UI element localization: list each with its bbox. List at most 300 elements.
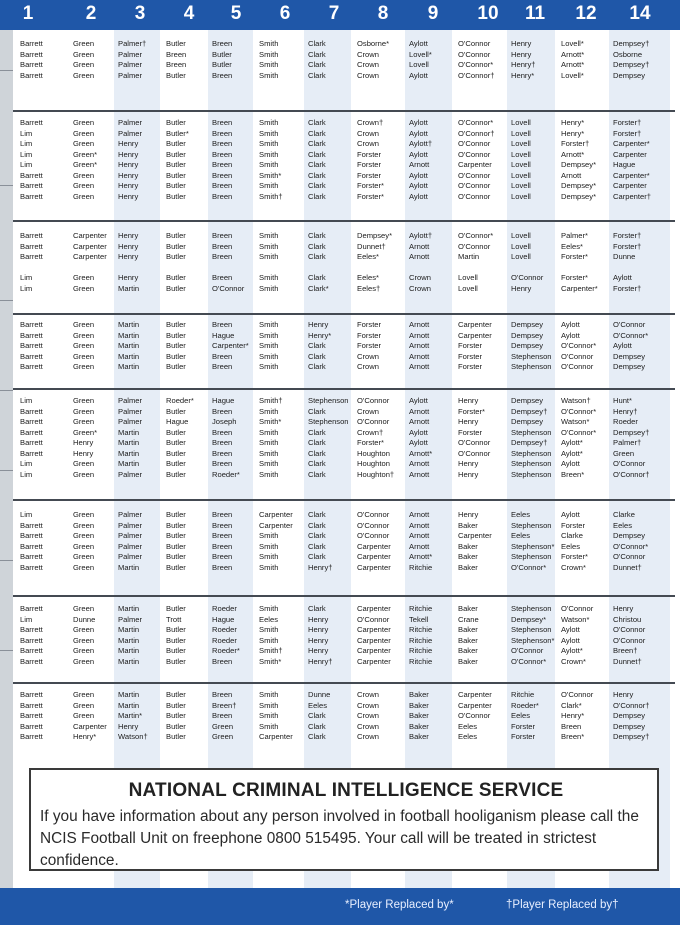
player-name-cell: Dunnet†	[613, 562, 642, 572]
player-name-cell: Carpenter	[458, 531, 492, 540]
player-name-cell: Palmer	[118, 118, 143, 127]
player-name-cell: Smith†	[259, 191, 283, 201]
player-name-cell: Henry*	[561, 711, 585, 720]
player-name-cell: Palmer	[118, 417, 143, 426]
player-name-cell: O'Connor	[613, 552, 646, 561]
player-name-cell: Baker	[458, 520, 478, 530]
player-name-cell: Smith	[259, 139, 279, 148]
player-name-cell: Smith	[259, 711, 279, 720]
player-name-cell: Breen	[212, 362, 233, 371]
player-name-cell: Butler	[166, 646, 186, 655]
player-name-cell: Forster*	[357, 181, 385, 190]
column-number: 8	[377, 3, 389, 24]
player-name-cell: Barrett	[20, 118, 43, 127]
player-name-cell: Clark	[308, 149, 326, 159]
player-name-cell: Clark	[308, 170, 326, 180]
player-name-cell: Clark*	[561, 700, 582, 710]
player-name-cell: Barrett	[20, 241, 43, 251]
player-name-cell: Barrett	[20, 520, 43, 530]
player-name-cell: Carpenter	[357, 646, 391, 655]
player-name-cell: Green*	[73, 149, 98, 159]
player-name-cell: Carpenter	[73, 252, 107, 261]
player-name-cell: Martin	[118, 562, 140, 572]
player-name-cell: Palmer	[118, 531, 143, 540]
legend-dagger: †Player Replaced by†	[506, 899, 619, 911]
player-name-cell: Henry	[308, 625, 329, 634]
player-name-cell: Smith	[259, 181, 279, 190]
player-name-cell: Forster	[357, 330, 382, 340]
player-name-cell: Carpenter	[357, 656, 391, 666]
player-name-cell: Eeles	[511, 531, 530, 540]
player-name-cell: Breen	[212, 149, 233, 159]
player-name-cell: Arnott	[409, 406, 430, 416]
player-name-cell: Aylott*	[561, 448, 583, 458]
player-name-cell: Dempsey†	[613, 39, 650, 48]
player-name-cell: Hague	[166, 417, 189, 426]
player-name-cell: Breen	[166, 49, 187, 59]
player-name-cell: Clark	[308, 427, 326, 437]
player-name-cell: Green	[73, 552, 95, 561]
player-name-cell: Hague	[613, 160, 636, 169]
player-name-cell: Dunnet†	[357, 241, 386, 251]
player-name-cell: Clark	[308, 118, 326, 127]
player-name-cell: Butler	[166, 231, 186, 240]
player-name-cell: Breen	[212, 562, 233, 572]
player-name-cell: Butler	[166, 625, 186, 634]
player-name-cell: Forster	[357, 170, 382, 180]
player-name-cell: Stephenson	[511, 351, 552, 361]
player-name-cell: Clark	[308, 39, 326, 48]
player-name-cell: Barrett	[20, 231, 43, 240]
player-name-cell: Forster*	[561, 552, 589, 561]
player-name-cell: Forster*	[561, 252, 589, 261]
player-name-cell: Lim	[20, 510, 33, 519]
player-name-cell: Stephenson*	[511, 635, 555, 645]
player-name-cell: Martin	[118, 656, 140, 666]
player-name-cell: Arnott*	[561, 60, 585, 69]
player-name-cell: Henry	[458, 510, 479, 519]
player-name-cell: Stephenson	[511, 604, 552, 613]
player-name-cell: Green	[212, 732, 234, 741]
player-name-cell: Breen	[212, 160, 233, 169]
player-name-cell: Henry	[118, 139, 139, 148]
player-name-cell: Lovell	[511, 170, 531, 180]
player-name-cell: O'Connor	[458, 438, 491, 447]
player-name-cell: O'Connor	[458, 149, 491, 159]
player-name-cell: Green	[73, 635, 95, 645]
player-name-cell: Butler	[166, 690, 186, 699]
player-name-cell: Green	[613, 448, 635, 458]
player-name-cell: Smith*	[259, 170, 282, 180]
player-name-cell: O'Connor*	[561, 406, 597, 416]
player-name-cell: Green	[73, 646, 95, 655]
player-name-cell: Crown	[357, 362, 379, 371]
player-name-cell: Barrett	[20, 406, 43, 416]
player-name-cell: Crown	[357, 70, 379, 80]
player-name-cell: Clark	[308, 531, 326, 540]
player-name-cell: Carpenter	[458, 690, 492, 699]
player-name-cell: Dempsey*	[511, 614, 547, 624]
player-name-cell: Lovell	[511, 231, 531, 240]
player-name-cell: Dempsey	[613, 711, 646, 720]
legend-footer	[0, 888, 680, 925]
player-name-cell: Carpenter	[73, 241, 107, 251]
player-name-cell: Smith	[259, 273, 279, 282]
player-name-cell: O'Connor*	[458, 60, 494, 69]
player-name-cell: Barrett	[20, 552, 43, 561]
player-name-cell: Smith	[259, 459, 279, 468]
player-name-cell: Eeles*	[357, 252, 379, 261]
player-name-cell: O'Connor	[212, 283, 245, 293]
player-name-cell: Green	[73, 690, 95, 699]
player-name-cell: Aylott*	[561, 646, 583, 655]
player-name-cell: Arnott*	[561, 149, 585, 159]
player-name-cell: Henry	[118, 273, 139, 282]
player-name-cell: Henry*	[561, 128, 585, 138]
block-divider	[13, 499, 675, 501]
player-name-cell: Smith	[259, 721, 279, 731]
player-name-cell: Dunne	[308, 690, 331, 699]
player-name-cell: Palmer	[118, 406, 143, 416]
player-name-cell: Barrett	[20, 191, 43, 201]
player-name-cell: Lovell	[511, 160, 531, 169]
player-name-cell: Dunne	[613, 252, 636, 261]
player-name-cell: Clarke	[613, 510, 635, 519]
player-name-cell: Arnott	[409, 330, 430, 340]
column-number-header	[0, 0, 680, 30]
player-name-cell: Roeder	[212, 635, 237, 645]
player-name-cell: Lovell	[511, 191, 531, 201]
player-name-cell: Forster	[357, 149, 382, 159]
player-name-cell: Lovell	[511, 118, 531, 127]
player-name-cell: Palmer	[118, 510, 143, 519]
player-name-cell: Green	[73, 711, 95, 720]
player-name-cell: Butler	[166, 721, 186, 731]
player-name-cell: Green	[73, 60, 95, 69]
player-name-cell: Green	[73, 320, 95, 329]
player-name-cell: Dempsey	[511, 341, 544, 350]
edge-mark	[0, 560, 13, 561]
player-name-cell: Stephenson	[511, 469, 552, 479]
player-name-cell: Crown	[357, 732, 379, 741]
player-name-cell: Palmer	[118, 552, 143, 561]
player-name-cell: Butler	[166, 273, 186, 282]
player-name-cell: Palmer	[118, 396, 143, 405]
player-name-cell: Butler	[166, 700, 186, 710]
player-name-cell: Lovell*	[561, 70, 584, 80]
player-name-cell: Clark	[308, 60, 326, 69]
player-name-cell: Breen	[212, 252, 233, 261]
player-name-cell: Green	[73, 604, 95, 613]
player-name-cell: Dempsey	[511, 330, 544, 340]
player-name-cell: Barrett	[20, 362, 43, 371]
column-number: 1	[22, 3, 34, 24]
player-name-cell: Dempsey	[613, 721, 646, 731]
column-number: 4	[183, 3, 195, 24]
player-name-cell: Aylott	[409, 128, 428, 138]
player-name-cell: Green	[73, 39, 95, 48]
player-name-cell: Henry	[511, 283, 532, 293]
player-name-cell: Hague	[212, 396, 235, 405]
player-name-cell: O'Connor	[458, 241, 491, 251]
player-name-cell: Eeles	[259, 614, 278, 624]
player-name-cell: Aylott	[561, 510, 580, 519]
player-name-cell: Green	[73, 118, 95, 127]
player-name-cell: Smith	[259, 241, 279, 251]
player-name-cell: Carpenter	[613, 181, 647, 190]
player-name-cell: Henry	[118, 231, 139, 240]
player-name-cell: Butler	[166, 438, 186, 447]
player-name-cell: Henry	[118, 721, 139, 731]
player-name-cell: Dempsey	[613, 531, 646, 540]
player-name-cell: Butler*	[166, 128, 189, 138]
player-name-cell: Butler	[166, 732, 186, 741]
player-name-cell: Barrett	[20, 646, 43, 655]
player-name-cell: Henry†	[511, 60, 536, 69]
player-name-cell: Barrett	[20, 625, 43, 634]
player-name-cell: Lovell	[409, 60, 429, 69]
player-name-cell: O'Connor	[458, 49, 491, 59]
player-name-cell: Dempsey	[511, 396, 544, 405]
player-name-cell: Eeles	[511, 711, 530, 720]
player-name-cell: Carpenter*	[613, 170, 650, 180]
player-name-cell: Clark	[308, 128, 326, 138]
player-name-cell: Stephenson	[511, 552, 552, 561]
player-name-cell: Green	[73, 330, 95, 340]
player-name-cell: Arnott	[409, 241, 430, 251]
player-name-cell: Green	[73, 362, 95, 371]
player-name-cell: Crown	[357, 711, 379, 720]
player-name-cell: Smith	[259, 531, 279, 540]
player-name-cell: Stephenson	[308, 417, 349, 426]
player-name-cell: Crown	[357, 721, 379, 731]
player-name-cell: Lovell	[511, 241, 531, 251]
player-name-cell: Butler	[166, 139, 186, 148]
player-name-cell: Barrett	[20, 417, 43, 426]
player-name-cell: Smith	[259, 70, 279, 80]
player-name-cell: Breen	[212, 70, 233, 80]
player-name-cell: Butler	[166, 283, 186, 293]
player-name-cell: Smith	[259, 160, 279, 169]
player-name-cell: Butler	[166, 604, 186, 613]
player-name-cell: Aylott	[561, 330, 580, 340]
player-name-cell: Smith	[259, 362, 279, 371]
player-name-cell: Crown†	[357, 427, 384, 437]
player-name-cell: Carpenter	[458, 160, 492, 169]
player-name-cell: Forster†	[613, 231, 642, 240]
player-name-cell: Clark	[308, 191, 326, 201]
page-binding-edge	[0, 30, 13, 900]
player-name-cell: Green	[73, 283, 95, 293]
player-name-cell: Forster	[458, 351, 483, 361]
player-name-cell: Dempsey†	[511, 406, 548, 416]
player-name-cell: Clark	[308, 362, 326, 371]
player-name-cell: Barrett	[20, 181, 43, 190]
player-name-cell: Breen	[212, 191, 233, 201]
player-name-cell: Green	[73, 562, 95, 572]
player-name-cell: Clark	[308, 252, 326, 261]
player-name-cell: Martin	[118, 604, 140, 613]
player-name-cell: Breen	[212, 181, 233, 190]
player-name-cell: Crown*	[561, 656, 586, 666]
player-name-cell: Palmer†	[118, 39, 147, 48]
player-name-cell: Aylott	[409, 70, 428, 80]
player-name-cell: Dempsey*	[561, 181, 597, 190]
player-name-cell: Martin	[458, 252, 480, 261]
player-name-cell: Butler	[166, 427, 186, 437]
player-name-cell: Butler	[166, 351, 186, 361]
player-name-cell: Barrett	[20, 341, 43, 350]
player-name-cell: Breen	[212, 320, 233, 329]
player-name-cell: Roeder*	[212, 646, 240, 655]
player-name-cell: Clark	[308, 181, 326, 190]
player-name-cell: Breen	[212, 656, 233, 666]
player-name-cell: Butler	[166, 711, 186, 720]
player-name-cell: Barrett	[20, 721, 43, 731]
player-name-cell: O'Connor	[458, 170, 491, 180]
player-name-cell: Ritchie	[409, 625, 433, 634]
player-name-cell: Barrett	[20, 690, 43, 699]
player-name-cell: Smith	[259, 149, 279, 159]
player-name-cell: Henry	[118, 252, 139, 261]
player-name-cell: Smith	[259, 541, 279, 551]
player-name-cell: Arnott*	[561, 49, 585, 59]
player-name-cell: Butler	[212, 60, 232, 69]
player-name-cell: Martin	[118, 646, 140, 655]
player-name-cell: Martin	[118, 635, 140, 645]
column-number: 10	[477, 3, 499, 24]
player-name-cell: Green	[73, 625, 95, 634]
player-name-cell: Butler	[166, 320, 186, 329]
player-name-cell: Osborne	[613, 49, 643, 59]
ncis-notice-box	[29, 768, 659, 871]
player-name-cell: Barrett	[20, 541, 43, 551]
player-name-cell: Roeder	[212, 625, 237, 634]
player-name-cell: O'Connor	[357, 396, 390, 405]
player-name-cell: Watson†	[118, 732, 148, 741]
player-name-cell: Clark	[308, 70, 326, 80]
player-name-cell: Breen	[212, 541, 233, 551]
player-name-cell: Aylott	[409, 396, 428, 405]
player-name-cell: O'Connor	[458, 39, 491, 48]
player-name-cell: Christou	[613, 614, 642, 624]
player-name-cell: Lovell	[511, 252, 531, 261]
player-name-cell: Breen	[212, 427, 233, 437]
player-name-cell: Green	[73, 510, 95, 519]
player-name-cell: Clark	[308, 231, 326, 240]
player-name-cell: Green	[73, 49, 95, 59]
player-name-cell: Forster	[458, 427, 483, 437]
player-name-cell: Arnott	[409, 320, 430, 329]
player-name-cell: Dempsey	[613, 362, 646, 371]
player-name-cell: Aylott	[561, 320, 580, 329]
player-name-cell: Forster†	[561, 139, 590, 148]
player-name-cell: O'Connor*	[561, 341, 597, 350]
player-name-cell: Butler	[166, 149, 186, 159]
player-name-cell: Dempsey†	[613, 60, 650, 69]
player-name-cell: Forster	[357, 320, 382, 329]
player-name-cell: Aylott†	[409, 139, 433, 148]
player-name-cell: Martin*	[118, 711, 143, 720]
player-name-cell: Aylott	[409, 181, 428, 190]
player-name-cell: Smith	[259, 39, 279, 48]
edge-mark	[0, 470, 13, 471]
player-name-cell: Eeles*	[357, 273, 379, 282]
player-name-cell: O'Connor	[357, 614, 390, 624]
player-name-cell: Hunt*	[613, 396, 632, 405]
player-name-cell: Smith	[259, 283, 279, 293]
player-name-cell: Palmer	[118, 520, 143, 530]
player-name-cell: Smith	[259, 60, 279, 69]
player-name-cell: Eeles	[458, 721, 477, 731]
player-name-cell: Butler	[166, 241, 186, 251]
block-divider	[13, 313, 675, 315]
player-name-cell: Butler	[166, 541, 186, 551]
ncis-body-text: If you have information about any person involved in football hooliganism please call the NCIS Football Unit on freephone 0800 515495. Your call will be treated in strictest confidence.	[40, 808, 639, 869]
player-name-cell: Arnott	[409, 531, 430, 540]
player-name-cell: Arnott	[409, 459, 430, 468]
ncis-title: NATIONAL CRIMINAL INTELLIGENCE SERVICE	[128, 780, 564, 801]
player-name-cell: O'Connor	[613, 459, 646, 468]
column-number: 12	[575, 3, 597, 24]
player-name-cell: Breen	[212, 351, 233, 361]
player-name-cell: Smith*	[259, 656, 282, 666]
player-name-cell: Forster	[357, 341, 382, 350]
player-name-cell: Carpenter	[259, 732, 293, 741]
column-number: 2	[85, 3, 97, 24]
player-name-cell: Forster	[357, 160, 382, 169]
player-name-cell: Barrett	[20, 448, 43, 458]
player-name-cell: Smith	[259, 604, 279, 613]
player-name-cell: O'Connor	[357, 510, 390, 519]
player-name-cell: Green	[73, 273, 95, 282]
player-name-cell: Tekell	[409, 614, 429, 624]
player-name-cell: Butler	[166, 406, 186, 416]
player-name-cell: Ritchie	[409, 646, 433, 655]
player-name-cell: Dempsey	[613, 70, 646, 80]
player-name-cell: Henry*	[561, 118, 585, 127]
player-name-cell: Smith	[259, 320, 279, 329]
column-number: 11	[524, 3, 546, 24]
player-name-cell: Lim	[20, 149, 33, 159]
player-name-cell: Forster	[458, 362, 483, 371]
player-name-cell: Breen	[212, 552, 233, 561]
player-name-cell: Crown	[357, 139, 379, 148]
player-name-cell: Ritchie	[409, 562, 433, 572]
player-name-cell: O'Connor	[357, 531, 390, 540]
player-name-cell: Dunne	[73, 614, 96, 624]
player-name-cell: Eeles	[308, 700, 327, 710]
block-divider	[13, 388, 675, 390]
player-name-cell: Martin	[118, 351, 140, 361]
player-name-cell: Martin	[118, 362, 140, 371]
player-name-cell: Forster*	[357, 191, 385, 201]
player-name-cell: Smith	[259, 625, 279, 634]
player-name-cell: Henry	[308, 646, 329, 655]
player-name-cell: Carpenter	[458, 330, 492, 340]
player-name-cell: Arnott	[409, 351, 430, 361]
player-name-cell: Arnott*	[409, 448, 433, 458]
player-name-cell: Roeder*	[511, 700, 539, 710]
player-name-cell: Butler	[166, 362, 186, 371]
player-name-cell: Carpenter*	[561, 283, 598, 293]
player-name-cell: Breen	[212, 690, 233, 699]
player-name-cell: Green	[73, 520, 95, 530]
player-name-cell: Palmer†	[613, 438, 642, 447]
player-name-cell: Henry†	[613, 406, 638, 416]
player-name-cell: Butler	[166, 341, 186, 350]
player-name-cell: Green	[73, 469, 95, 479]
